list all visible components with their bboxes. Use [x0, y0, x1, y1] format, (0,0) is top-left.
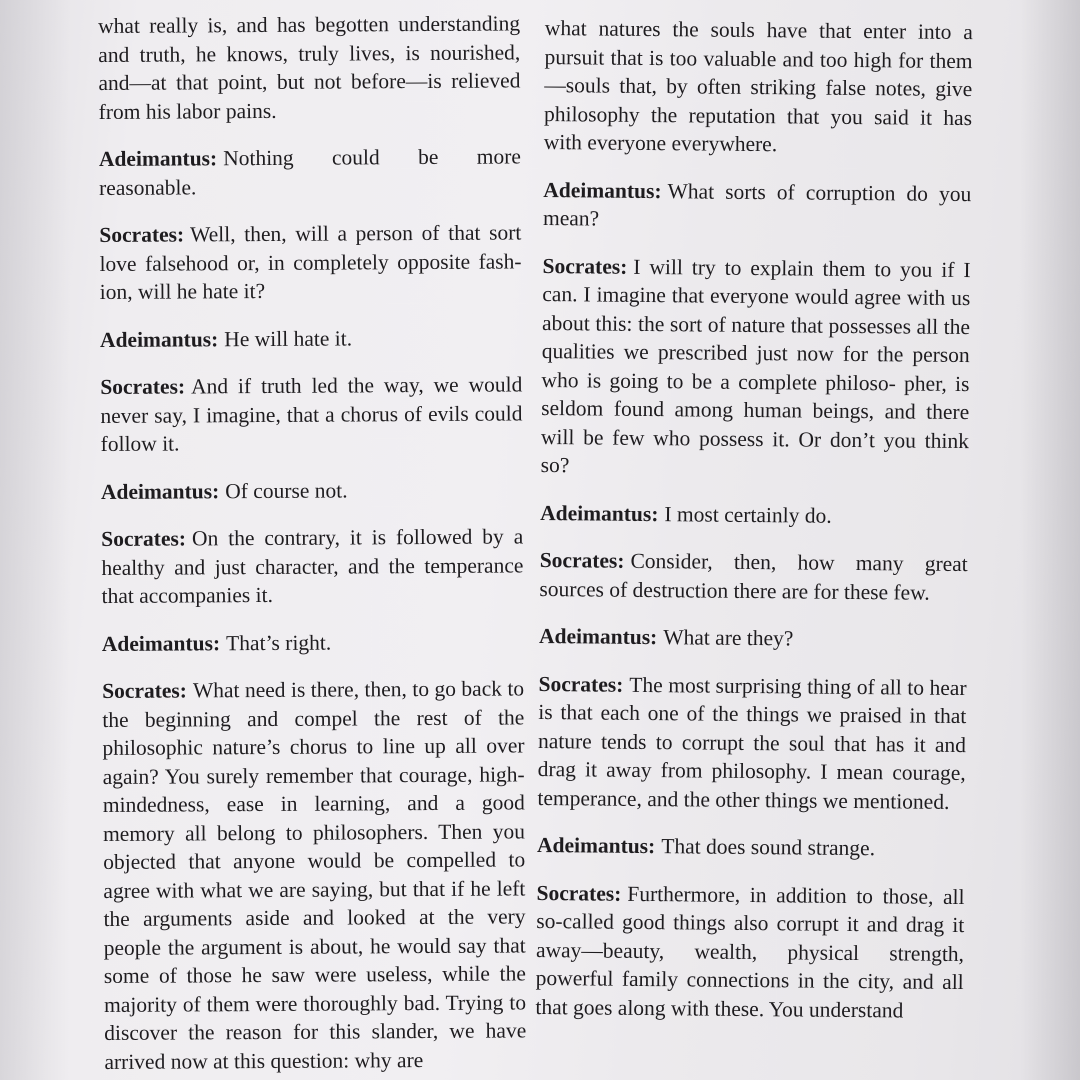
- speaker-name: Socrates:: [538, 671, 624, 697]
- paragraph-continuation: [98, 9, 521, 126]
- speaker-name: Socrates:: [102, 678, 188, 703]
- dialogue-text: I will try to explain them to you if I can. I imagine that everyone would agree with us about this: the sort of nature that possesses all the qualities we prescribed just now for the person who is going to be a complete philoso- pher, is seldom found among human beings, and there will be few who possess it. Or don’t you think so?: [540, 254, 971, 478]
- dialogue-text: That’s right.: [226, 630, 332, 655]
- speaker-name: Socrates:: [100, 374, 186, 399]
- dialogue-text: What need is there, then, to go back to the beginning and compel the rest of the philosophic nature’s chorus to line up all over again? You surely remember that courage, high-mindedness, ease in learning, and a good memory all belong to philosophers. Then you objected that anyone would be compelled to agree with what we are saying, but that if he left the arguments aside and looked at the very people the argument is about, he would say that some of those he saw were useless, while the majority of them were thoroughly bad. Trying to discover the reason for this slander, we have arrived now at this question: why are: [102, 676, 527, 1074]
- dialogue-paragraph: [540, 498, 968, 531]
- speaker-name: Socrates:: [539, 547, 625, 573]
- dialogue-paragraph: [99, 142, 521, 202]
- dialogue-text: Of course not.: [225, 477, 348, 503]
- speaker-name: Adeimantus:: [543, 177, 662, 203]
- dialogue-paragraph: [100, 370, 523, 458]
- speaker-name: Socrates:: [101, 526, 187, 551]
- dialogue-paragraph: [535, 878, 964, 1025]
- dialogue-paragraph: [539, 546, 968, 607]
- speaker-name: Adeimantus:: [100, 478, 220, 504]
- dialogue-text: And if truth led the way, we would never say, I imagine, that a chorus of evils could follow it.: [100, 372, 523, 456]
- dialogue-paragraph: [537, 831, 965, 864]
- right-text-column: [535, 14, 973, 1044]
- dialogue-paragraph: [101, 522, 524, 610]
- dialogue-text: Well, then, will a person of that sort love falsehood or, in completely opposite fash- ion, will he hate it?: [99, 220, 522, 304]
- dialogue-paragraph: [101, 475, 523, 506]
- paragraph-continuation: [544, 14, 973, 161]
- speaker-name: Socrates:: [536, 880, 622, 906]
- speaker-name: Adeimantus:: [540, 500, 659, 526]
- speaker-name: Adeimantus:: [99, 326, 219, 352]
- speaker-name: Adeimantus:: [98, 146, 218, 171]
- dialogue-text: Nothing could be more reasonable.: [98, 144, 521, 200]
- dialogue-paragraph: [541, 251, 971, 483]
- dialogue-text: On the contrary, it is followed by a healthy and just character, and the temperance that accompanies it.: [101, 524, 524, 608]
- speaker-name: Socrates:: [542, 253, 628, 279]
- dialogue-text: What are they?: [663, 625, 794, 651]
- dialogue-paragraph: [100, 323, 522, 354]
- dialogue-text: That does sound strange.: [661, 834, 876, 861]
- dialogue-paragraph: [99, 218, 522, 306]
- dialogue-paragraph: [102, 627, 524, 658]
- page-shadow-left: [0, 0, 70, 1080]
- dialogue-text: Furthermore, in addition to those, all so-called good things also corrupt it and drag it away—beauty, wealth, physical strength, powerful family connections in the city, and all that goes along with these. You understand: [535, 881, 965, 1022]
- dialogue-paragraph: [539, 622, 967, 655]
- dialogue-text: He will hate it.: [224, 325, 353, 351]
- page-shadow-right: [1020, 0, 1080, 1080]
- dialogue-paragraph: [537, 669, 966, 816]
- dialogue-text: Consider, then, how many great sources of destruction there are for these few.: [539, 548, 968, 605]
- dialogue-text: The most surprising thing of all to hear is that each one of the things we praised in that nature tends to corrupt the soul that has it and drag it away from philosophy. I mean courage, temperance, and the other things we mentioned.: [537, 672, 967, 814]
- speaker-name: Adeimantus:: [536, 832, 656, 859]
- speaker-name: Adeimantus:: [101, 630, 221, 656]
- left-text-column: [98, 9, 527, 1080]
- dialogue-text: I most certainly do.: [664, 501, 832, 528]
- dialogue-text: What sorts of corruption do you mean?: [542, 178, 972, 231]
- speaker-name: Socrates:: [99, 222, 185, 247]
- paragraph-text: what natures the souls have that enter into a pursuit that is too valuable and too high for them—souls that, by often striking false notes, give philosophy the reputation that you said it has with everyone everywhere.: [543, 15, 973, 157]
- dialogue-paragraph: [102, 674, 526, 1076]
- paragraph-text: what really is, and has begotten understanding and truth, he knows, truly lives, is nourished, and—at that point, but not before—is relieved from his labor pains.: [98, 11, 521, 124]
- dialogue-paragraph: [543, 175, 972, 236]
- speaker-name: Adeimantus:: [538, 623, 658, 650]
